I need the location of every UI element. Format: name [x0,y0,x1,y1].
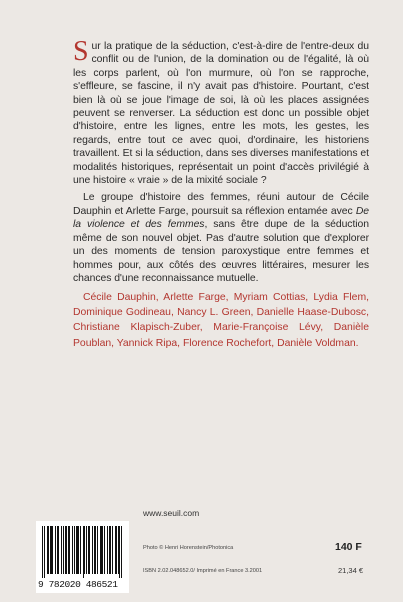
barcode-bar [51,526,52,574]
description-text [73,36,369,285]
photo-credit: Photo © Henri Horenstein/Photonica [143,545,234,551]
book-title-reference: De la violence et des femmes [73,205,369,231]
barcode-bar [101,526,102,574]
isbn-line: ISBN 2.02.048652.0/ Imprimé en France 3.2001 [143,568,263,574]
barcode-bar [78,526,79,574]
barcode-bars [42,526,123,578]
barcode-bar [58,526,59,574]
barcode-bar [47,526,48,574]
barcode-bar [48,526,49,574]
barcode-bar [104,526,105,574]
barcode-bar [110,526,111,574]
barcode-bar [65,526,66,574]
drop-cap: S [73,36,89,67]
barcode-bar [102,526,103,574]
barcode-bar [66,526,67,574]
price-franc: 140 F [335,541,362,553]
price-euro: 21,34 € [338,566,364,575]
barcode-digits: 9 782020 486521 [38,579,118,590]
description-paragraph-1 [73,36,369,187]
barcode-bar [100,526,101,574]
barcode-bar [83,526,84,578]
barcode-bar [95,526,96,574]
barcode-bar [112,526,113,574]
barcode-bar [44,526,45,578]
barcode-bar [107,526,108,574]
barcode-bar [97,526,98,574]
barcode-bar [86,526,87,574]
barcode-bar [119,526,120,578]
barcode-bar [80,526,81,574]
barcode-bar [84,526,85,574]
barcode-bar [74,526,75,574]
barcode-bar [89,526,90,574]
barcode-bar [63,526,64,574]
barcode-bar [72,526,73,574]
barcode-bar [88,526,89,574]
barcode-bar [77,526,78,574]
paragraph-2-text-start: Le groupe d'histoire des femmes, réuni autour de Cécile Dauphin et Arlette Farge, poursuit sa réflexion entamée avec [73,192,369,217]
barcode-bar [109,526,110,574]
barcode-bar [50,526,51,574]
author-names: Cécile Dauphin, Arlette Farge, Myriam Cottias, Lydia Flem, Dominique Godineau, Nancy L. Green, Danielle Haase-Dubosc, Christiane Klapisch-Zuber, Marie-Françoise Lévy, Danièle Poublan, Yannick Ripa, Florence Rochefort, Danièle Voldman. [73,292,369,349]
barcode-bar [118,526,119,574]
barcode-bar [121,526,122,578]
barcode-bar [52,526,53,574]
barcode-bar [68,526,69,574]
barcode-bar [61,526,62,574]
barcode-bar [55,526,56,574]
barcode-bar [116,526,117,574]
barcode-bar [42,526,43,578]
paragraph-1-text: ur la pratique de la séduction, c'est-à-dire de l'entre-deux du conflit ou de l'union, de la domination ou de l'égalité, là où les corps parlent, où l'on murmure, où l'on se rapproche, s'effleure, se fascine, il n'y avait pas d'histoire. Pourtant, c'est bien là où se joue l'image de soi, là où les places assignées peuvent se renverser. La séduction est donc un possible objet d'histoire, entre les lignes, entre les mots, les gestes, les regards, entre tout ce avec quoi, d'ordinaire, les historiens travaillent. Et si la séduction, dans ses diverses manifestations et modalités historiques, représentait un point d'accès privilégié à une histoire « vraie » de la mixité sociale ? [73,41,369,187]
barcode-bar [76,526,77,574]
publisher-website: www.seuil.com [143,508,200,518]
barcode-bar [92,526,93,574]
barcode-bar [94,526,95,574]
barcode-bar [69,526,70,574]
barcode [36,521,129,593]
description-paragraph-2 [73,191,369,285]
barcode-bar [115,526,116,574]
barcode-bar [57,526,58,574]
paragraph-2-text-end: , sans être dupe de la séduction même de son nouvel objet. Pas d'autre solution que d'explorer un des moments de tension paroxystique entre femmes et hommes pour, aux côtés des œuvres littéraires, mesurer les chances d'une reconnaissance mutuelle. [73,219,369,284]
author-list [73,290,369,351]
